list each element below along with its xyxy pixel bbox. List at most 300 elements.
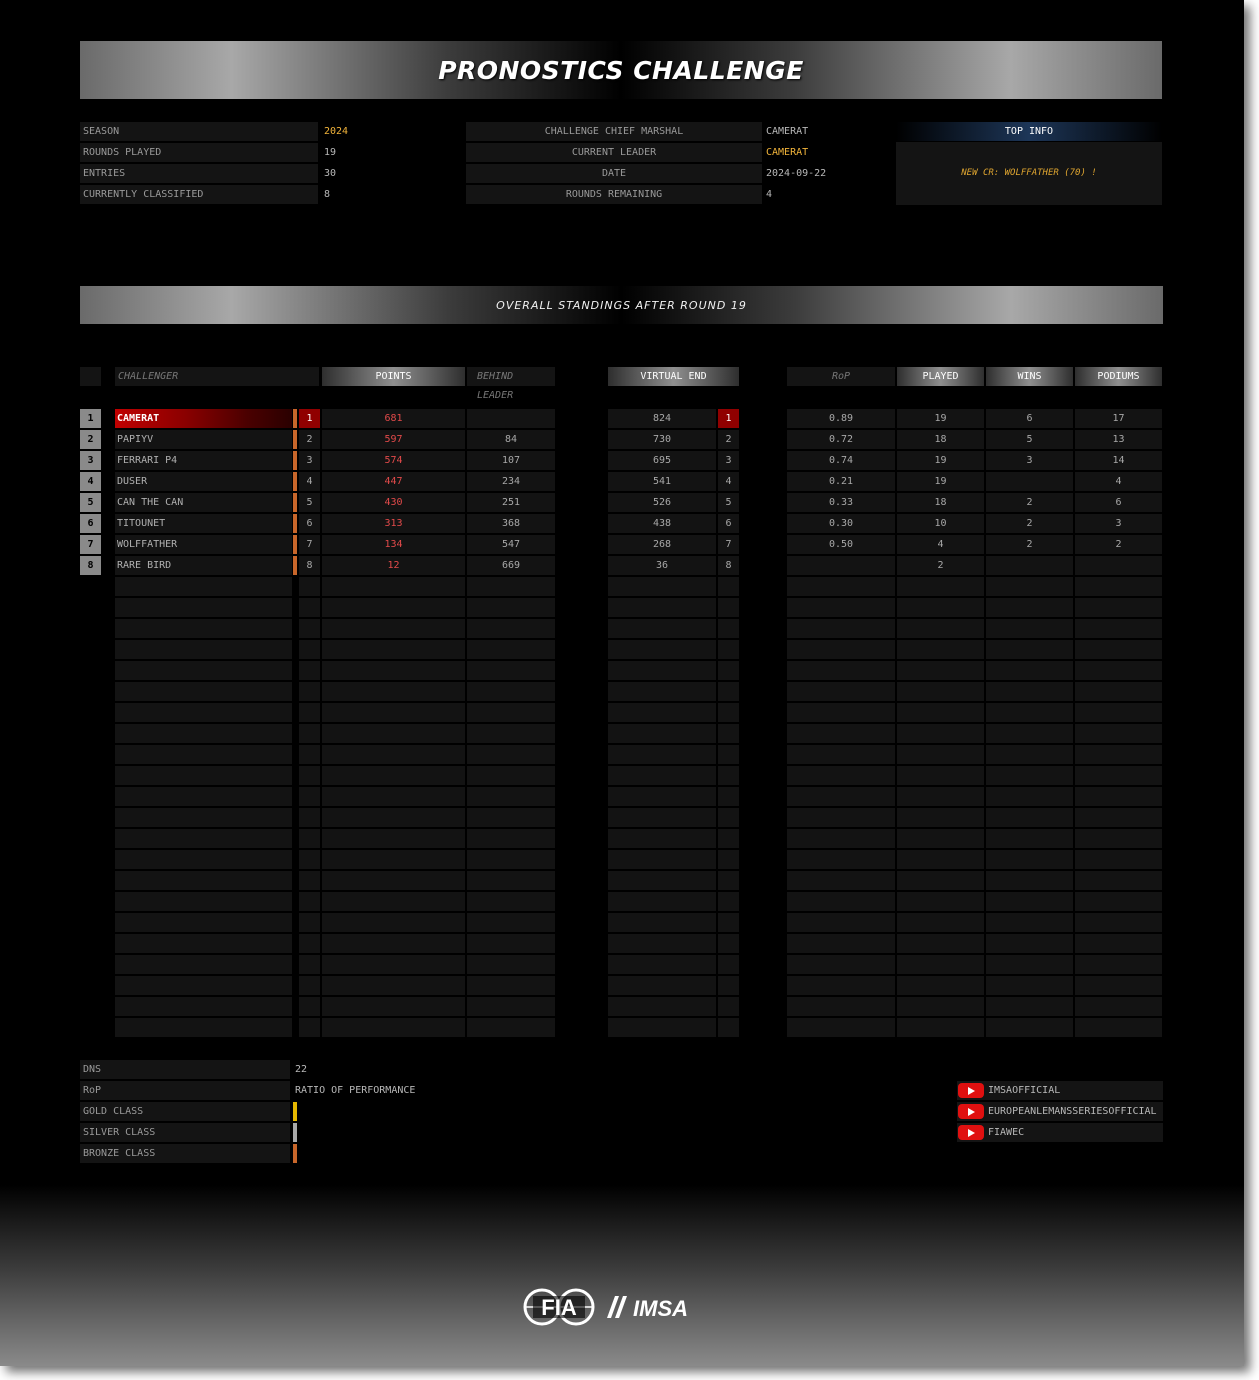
empty-cell (467, 577, 555, 596)
legend-label: BRONZE CLASS (80, 1144, 290, 1163)
empty-cell (115, 955, 292, 974)
empty-cell (322, 619, 465, 638)
points-header: POINTS (322, 367, 465, 386)
behind-leader-cell (467, 409, 555, 428)
challenger-name: CAN THE CAN (115, 493, 292, 512)
position-cell: 6 (299, 514, 320, 533)
wins-cell: 2 (986, 514, 1073, 533)
wins-cell: 5 (986, 430, 1073, 449)
empty-cell (115, 829, 292, 848)
empty-cell (787, 724, 895, 743)
empty-cell (897, 661, 984, 680)
wins-cell: 3 (986, 451, 1073, 470)
wins-cell (986, 472, 1073, 491)
empty-cell (608, 997, 716, 1016)
empty-cell (467, 619, 555, 638)
empty-cell (718, 598, 739, 617)
empty-cell (115, 682, 292, 701)
empty-cell (787, 661, 895, 680)
wins-cell: 2 (986, 535, 1073, 554)
empty-cell (467, 661, 555, 680)
virtual-end-cell: 730 (608, 430, 716, 449)
empty-cell (986, 703, 1073, 722)
rop-cell: 0.74 (787, 451, 895, 470)
info-value: 30 (324, 168, 337, 179)
empty-cell (115, 619, 292, 638)
rank-number: 4 (80, 472, 101, 491)
played-cell: 4 (897, 535, 984, 554)
empty-cell (608, 913, 716, 932)
empty-cell (467, 997, 555, 1016)
empty-cell (1075, 724, 1162, 743)
empty-cell (467, 766, 555, 785)
empty-cell (299, 598, 320, 617)
empty-cell (787, 745, 895, 764)
footer-gradient (0, 1185, 1244, 1366)
empty-cell (299, 808, 320, 827)
empty-cell (986, 955, 1073, 974)
empty-cell (986, 598, 1073, 617)
points-cell: 313 (322, 514, 465, 533)
youtube-link[interactable] (957, 1123, 1163, 1142)
empty-cell (322, 808, 465, 827)
empty-cell (1075, 808, 1162, 827)
empty-cell (608, 577, 716, 596)
rop-cell: 0.50 (787, 535, 895, 554)
virtual-end-header: VIRTUAL END (608, 367, 739, 386)
empty-cell (897, 871, 984, 890)
empty-cell (322, 850, 465, 869)
empty-cell (115, 892, 292, 911)
empty-cell (299, 1018, 320, 1037)
empty-cell (115, 661, 292, 680)
empty-cell (986, 976, 1073, 995)
played-cell: 19 (897, 409, 984, 428)
empty-cell (897, 577, 984, 596)
empty-cell (986, 682, 1073, 701)
fia-logo-text: FIA (541, 1295, 577, 1320)
virtual-end-cell: 695 (608, 451, 716, 470)
empty-cell (986, 745, 1073, 764)
empty-cell (115, 850, 292, 869)
empty-cell (608, 934, 716, 953)
played-header: PLAYED (897, 367, 984, 386)
empty-cell (897, 682, 984, 701)
empty-cell (897, 934, 984, 953)
empty-cell (1075, 745, 1162, 764)
podiums-cell: 17 (1075, 409, 1162, 428)
empty-cell (1075, 703, 1162, 722)
empty-cell (986, 892, 1073, 911)
empty-cell (299, 871, 320, 890)
empty-cell (299, 661, 320, 680)
wins-cell: 6 (986, 409, 1073, 428)
empty-cell (787, 955, 895, 974)
empty-cell (986, 619, 1073, 638)
empty-cell (608, 955, 716, 974)
virtual-position-cell: 8 (718, 556, 739, 575)
empty-cell (787, 640, 895, 659)
virtual-position-cell: 2 (718, 430, 739, 449)
empty-cell (608, 682, 716, 701)
virtual-position-cell: 1 (718, 409, 739, 428)
rank-header-blank (80, 367, 101, 386)
empty-cell (467, 850, 555, 869)
empty-cell (608, 850, 716, 869)
top-info-header: TOP INFO (896, 122, 1162, 141)
youtube-icon (958, 1083, 984, 1098)
empty-cell (787, 892, 895, 911)
empty-cell (467, 1018, 555, 1037)
imsa-logo-text: IMSA (633, 1296, 688, 1321)
virtual-end-cell: 36 (608, 556, 716, 575)
empty-cell (115, 724, 292, 743)
empty-cell (787, 703, 895, 722)
empty-cell (718, 766, 739, 785)
empty-cell (787, 976, 895, 995)
empty-cell (467, 724, 555, 743)
empty-cell (115, 934, 292, 953)
empty-cell (897, 850, 984, 869)
empty-cell (718, 850, 739, 869)
virtual-end-cell: 438 (608, 514, 716, 533)
virtual-position-cell: 5 (718, 493, 739, 512)
empty-cell (115, 1018, 292, 1037)
challenger-name: CAMERAT (115, 409, 292, 428)
empty-cell (299, 577, 320, 596)
empty-cell (1075, 829, 1162, 848)
youtube-channel-label: EUROPEANLEMANSSERIESOFFICIAL (988, 1106, 1157, 1117)
empty-cell (115, 787, 292, 806)
rank-number: 5 (80, 493, 101, 512)
empty-cell (787, 577, 895, 596)
empty-cell (1075, 892, 1162, 911)
challenger-name: PAPIYV (115, 430, 292, 449)
empty-cell (322, 577, 465, 596)
virtual-end-cell: 824 (608, 409, 716, 428)
empty-cell (1075, 619, 1162, 638)
empty-cell (322, 703, 465, 722)
empty-cell (322, 724, 465, 743)
empty-cell (787, 913, 895, 932)
standings-subtitle: OVERALL STANDINGS AFTER ROUND 19 (496, 298, 747, 312)
empty-cell (787, 871, 895, 890)
class-bar (293, 472, 297, 491)
empty-cell (322, 871, 465, 890)
info-value: CAMERAT (766, 126, 809, 137)
points-cell: 12 (322, 556, 465, 575)
empty-cell (1075, 871, 1162, 890)
empty-cell (787, 829, 895, 848)
empty-cell (608, 598, 716, 617)
empty-cell (299, 766, 320, 785)
info-label: CURRENTLY CLASSIFIED (80, 185, 318, 204)
legend-swatch (293, 1102, 297, 1121)
empty-cell (467, 871, 555, 890)
empty-cell (1075, 934, 1162, 953)
empty-cell (897, 955, 984, 974)
empty-cell (299, 976, 320, 995)
class-bar (293, 556, 297, 575)
virtual-end-cell: 541 (608, 472, 716, 491)
empty-cell (467, 892, 555, 911)
empty-cell (787, 1018, 895, 1037)
empty-cell (787, 850, 895, 869)
rop-cell: 0.33 (787, 493, 895, 512)
points-cell: 430 (322, 493, 465, 512)
empty-cell (1075, 955, 1162, 974)
behind-leader-cell: 251 (467, 493, 555, 512)
class-bar (293, 409, 297, 428)
position-cell: 8 (299, 556, 320, 575)
empty-cell (718, 724, 739, 743)
empty-cell (986, 808, 1073, 827)
empty-cell (897, 619, 984, 638)
empty-cell (787, 808, 895, 827)
empty-cell (608, 787, 716, 806)
points-cell: 574 (322, 451, 465, 470)
empty-cell (897, 703, 984, 722)
empty-cell (897, 598, 984, 617)
position-cell: 1 (299, 409, 320, 428)
legend-swatch (293, 1123, 297, 1142)
legend-swatch (293, 1144, 297, 1163)
empty-cell (897, 787, 984, 806)
behind-leader-header: BEHIND LEADER (467, 367, 555, 386)
empty-cell (467, 955, 555, 974)
empty-cell (608, 892, 716, 911)
empty-cell (718, 976, 739, 995)
fia-logo (523, 1282, 595, 1332)
empty-cell (322, 766, 465, 785)
empty-cell (322, 598, 465, 617)
behind-leader-cell: 84 (467, 430, 555, 449)
empty-cell (608, 724, 716, 743)
empty-cell (718, 577, 739, 596)
empty-cell (986, 724, 1073, 743)
class-bar (293, 514, 297, 533)
empty-cell (115, 745, 292, 764)
podiums-cell (1075, 556, 1162, 575)
rop-cell: 0.21 (787, 472, 895, 491)
empty-cell (322, 640, 465, 659)
empty-cell (718, 1018, 739, 1037)
rank-number: 3 (80, 451, 101, 470)
class-bar (293, 493, 297, 512)
empty-cell (115, 997, 292, 1016)
empty-cell (467, 745, 555, 764)
empty-cell (299, 619, 320, 638)
podiums-header: PODIUMS (1075, 367, 1162, 386)
empty-cell (897, 892, 984, 911)
empty-cell (787, 598, 895, 617)
empty-cell (986, 934, 1073, 953)
empty-cell (718, 808, 739, 827)
info-label: ROUNDS PLAYED (80, 143, 318, 162)
position-cell: 5 (299, 493, 320, 512)
empty-cell (608, 1018, 716, 1037)
empty-cell (718, 892, 739, 911)
empty-cell (718, 661, 739, 680)
sponsor-logos (523, 1282, 733, 1332)
empty-cell (608, 976, 716, 995)
empty-cell (986, 997, 1073, 1016)
empty-cell (718, 871, 739, 890)
info-label: DATE (466, 164, 762, 183)
legend-label: DNS (80, 1060, 290, 1079)
legend-label: RoP (80, 1081, 290, 1100)
empty-cell (467, 703, 555, 722)
behind-leader-cell: 547 (467, 535, 555, 554)
rop-cell (787, 556, 895, 575)
empty-cell (897, 1018, 984, 1037)
rank-number: 1 (80, 409, 101, 428)
empty-cell (718, 640, 739, 659)
rank-number: 8 (80, 556, 101, 575)
empty-cell (897, 745, 984, 764)
empty-cell (1075, 598, 1162, 617)
empty-cell (322, 682, 465, 701)
empty-cell (718, 682, 739, 701)
youtube-link[interactable] (957, 1081, 1163, 1100)
wins-header: WINS (986, 367, 1073, 386)
empty-cell (986, 787, 1073, 806)
legend-label: SILVER CLASS (80, 1123, 290, 1142)
empty-cell (718, 934, 739, 953)
empty-cell (467, 829, 555, 848)
empty-cell (787, 787, 895, 806)
podiums-cell: 2 (1075, 535, 1162, 554)
empty-cell (986, 913, 1073, 932)
empty-cell (1075, 640, 1162, 659)
behind-leader-cell: 107 (467, 451, 555, 470)
empty-cell (986, 850, 1073, 869)
position-cell: 3 (299, 451, 320, 470)
wins-cell: 2 (986, 493, 1073, 512)
rop-header: RoP (787, 367, 895, 386)
podiums-cell: 14 (1075, 451, 1162, 470)
rop-cell: 0.72 (787, 430, 895, 449)
info-label: CHALLENGE CHIEF MARSHAL (466, 122, 762, 141)
empty-cell (299, 724, 320, 743)
empty-cell (467, 934, 555, 953)
played-cell: 18 (897, 493, 984, 512)
played-cell: 2 (897, 556, 984, 575)
empty-cell (787, 619, 895, 638)
position-cell: 2 (299, 430, 320, 449)
empty-cell (986, 829, 1073, 848)
youtube-link[interactable] (957, 1102, 1163, 1121)
points-cell: 681 (322, 409, 465, 428)
rop-cell: 0.30 (787, 514, 895, 533)
empty-cell (1075, 1018, 1162, 1037)
empty-cell (1075, 682, 1162, 701)
podiums-cell: 3 (1075, 514, 1162, 533)
class-bar (293, 535, 297, 554)
empty-cell (115, 640, 292, 659)
empty-cell (115, 913, 292, 932)
points-cell: 597 (322, 430, 465, 449)
empty-cell (115, 598, 292, 617)
empty-cell (299, 829, 320, 848)
empty-cell (322, 997, 465, 1016)
played-cell: 10 (897, 514, 984, 533)
empty-cell (467, 913, 555, 932)
wins-cell (986, 556, 1073, 575)
legend-value: RATIO OF PERFORMANCE (295, 1085, 416, 1096)
empty-cell (608, 829, 716, 848)
empty-cell (718, 787, 739, 806)
title-banner (80, 41, 1162, 99)
empty-cell (897, 766, 984, 785)
imsa-logo (603, 1292, 728, 1322)
empty-cell (115, 703, 292, 722)
info-value: 2024-09-22 (766, 168, 827, 179)
youtube-channel-label: FIAWEC (988, 1127, 1025, 1138)
position-cell: 4 (299, 472, 320, 491)
empty-cell (608, 745, 716, 764)
empty-cell (299, 913, 320, 932)
rank-number: 2 (80, 430, 101, 449)
virtual-position-cell: 6 (718, 514, 739, 533)
rop-cell: 0.89 (787, 409, 895, 428)
info-label: ROUNDS REMAINING (466, 185, 762, 204)
top-info-message: NEW CR: WOLFFATHER (70) ! (896, 142, 1162, 205)
legend-label: GOLD CLASS (80, 1102, 290, 1121)
virtual-end-cell: 526 (608, 493, 716, 512)
rank-number: 7 (80, 535, 101, 554)
challenger-name: TITOUNET (115, 514, 292, 533)
empty-cell (299, 787, 320, 806)
empty-cell (467, 640, 555, 659)
empty-cell (787, 682, 895, 701)
empty-cell (467, 598, 555, 617)
empty-cell (299, 850, 320, 869)
empty-cell (986, 871, 1073, 890)
info-value: 4 (766, 189, 773, 200)
empty-cell (299, 934, 320, 953)
empty-cell (467, 976, 555, 995)
empty-cell (608, 703, 716, 722)
empty-cell (299, 703, 320, 722)
empty-cell (897, 724, 984, 743)
empty-cell (115, 766, 292, 785)
empty-cell (608, 619, 716, 638)
points-cell: 447 (322, 472, 465, 491)
empty-cell (1075, 976, 1162, 995)
class-bar (293, 451, 297, 470)
info-label: SEASON (80, 122, 318, 141)
challenger-name: DUSER (115, 472, 292, 491)
empty-cell (718, 703, 739, 722)
podiums-cell: 4 (1075, 472, 1162, 491)
played-cell: 19 (897, 472, 984, 491)
empty-cell (897, 829, 984, 848)
empty-cell (608, 766, 716, 785)
rank-number: 6 (80, 514, 101, 533)
empty-cell (986, 1018, 1073, 1037)
empty-cell (115, 577, 292, 596)
behind-leader-cell: 368 (467, 514, 555, 533)
empty-cell (897, 997, 984, 1016)
behind-leader-cell: 234 (467, 472, 555, 491)
empty-cell (467, 808, 555, 827)
empty-cell (115, 808, 292, 827)
played-cell: 19 (897, 451, 984, 470)
empty-cell (718, 745, 739, 764)
empty-cell (1075, 766, 1162, 785)
challenger-name: WOLFFATHER (115, 535, 292, 554)
